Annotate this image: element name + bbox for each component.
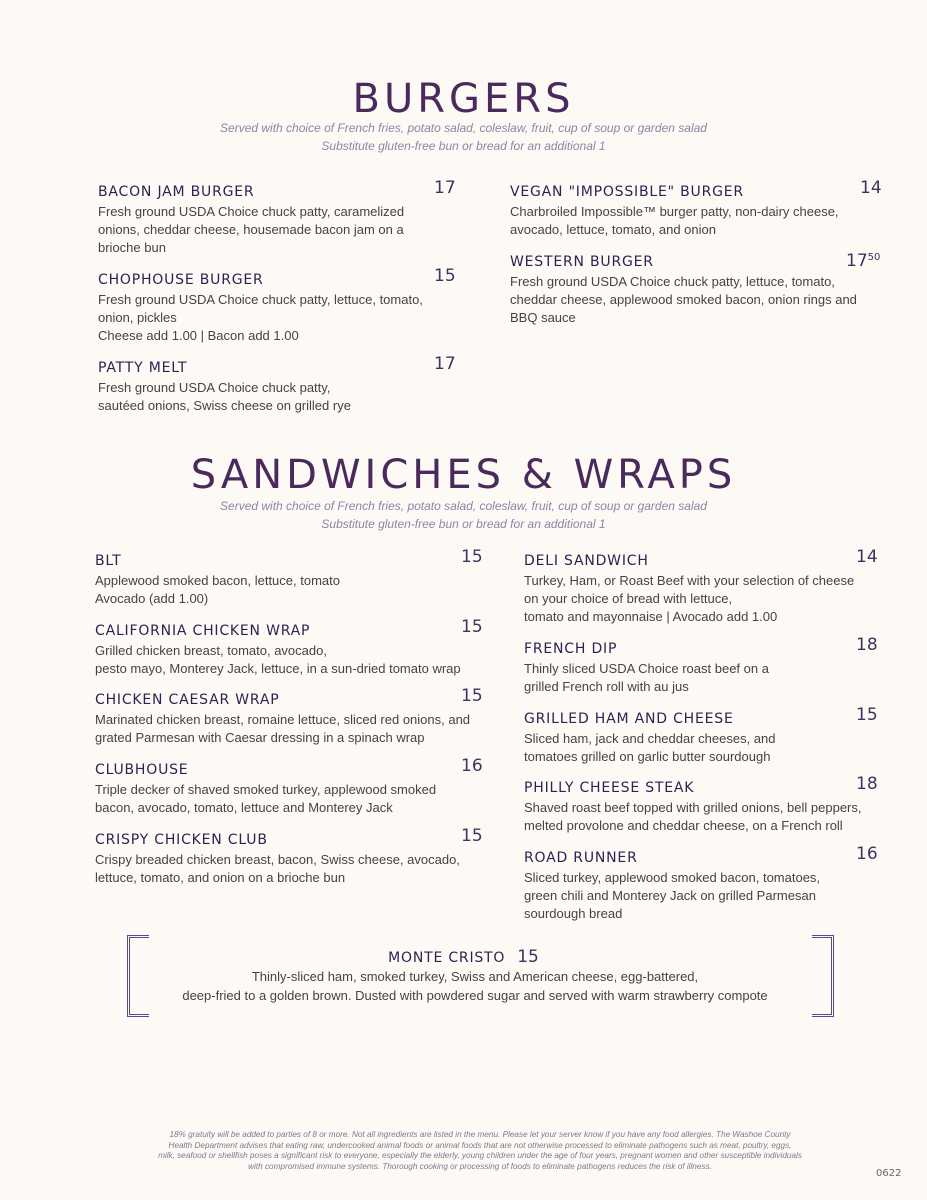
item-description: Shaved roast beef topped with grilled onions, bell peppers, melted provolone and cheddar cheese, on a French roll <box>524 800 862 833</box>
sandwiches-subtitle-line1: Served with choice of French fries, potato salad, coleslaw, fruit, cup of soup or garden salad <box>220 499 707 513</box>
item-price: 15 <box>434 266 456 286</box>
menu-item-crispy-chicken-club <box>95 826 495 887</box>
item-price: 18 <box>856 635 878 655</box>
item-description: Triple decker of shaved smoked turkey, applewood smoked bacon, avocado, tomato, lettuce and Monterey Jack <box>95 782 437 815</box>
item-description: Applewood smoked bacon, lettuce, tomato Avocado (add 1.00) <box>95 573 340 606</box>
item-price: 14 <box>860 178 882 198</box>
feature-heading <box>0 947 927 967</box>
burgers-title: BURGERS <box>352 76 575 122</box>
item-description: Crispy breaded chicken breast, bacon, Swiss cheese, avocado, lettuce, tomato, and onion on a brioche bun <box>95 852 460 885</box>
item-name: ROAD RUNNER <box>524 850 638 866</box>
item-price: 15 <box>461 686 483 706</box>
item-price: 18 <box>856 774 878 794</box>
item-name: CRISPY CHICKEN CLUB <box>95 832 268 848</box>
item-name: CHICKEN CAESAR WRAP <box>95 692 280 708</box>
item-description: Fresh ground USDA Choice chuck patty, lettuce, tomato, onion, pickles Cheese add 1.00 | Bacon add 1.00 <box>98 292 423 343</box>
item-description: Turkey, Ham, or Roast Beef with your selection of cheese on your choice of bread with lettuce, tomato and mayonnaise | Avocado add 1.00 <box>524 573 855 624</box>
feature-price: 15 <box>517 947 539 967</box>
menu-item-philly-cheese-steak <box>524 774 884 835</box>
menu-item-patty-melt <box>98 354 458 415</box>
item-description: Thinly sliced USDA Choice roast beef on a grilled French roll with au jus <box>524 661 769 694</box>
item-price: 15 <box>461 826 483 846</box>
feature-description: Thinly-sliced ham, smoked turkey, Swiss and American cheese, egg-battered, deep-fried to a golden brown. Dusted with powdered sugar and served with warm strawberry compote <box>182 969 768 1003</box>
item-price: 15 <box>461 547 483 567</box>
item-price: $17^{50}$ <box>846 251 881 271</box>
footer-disclaimer: 18% gratuity will be added to parties of 8 or more. Not all ingredients are listed in the menu. Please let your server know if you have any food allergies. The Washoe County Health Department advises that eating raw, undercooked animal foods or animal foods that are not otherwise processed to eliminate pathogens such as meat, poultry, eggs, milk, seafood or shellfish poses a significant risk to everyone, especially the elderly, young children under the age of four years, pregnant women and other susceptible individuals with compromised immune systems. Thorough cooking or processing of foods to eliminate pathogens reduces the risk of illness. <box>158 1130 802 1171</box>
burgers-subtitle-line1: Served with choice of French fries, potato salad, coleslaw, fruit, cup of soup or garden salad <box>220 121 707 135</box>
feature-name: MONTE CRISTO <box>388 950 506 966</box>
item-description: Fresh ground USDA Choice chuck patty, lettuce, tomato, cheddar cheese, applewood smoked bacon, onion rings and BBQ sauce <box>510 274 857 325</box>
item-description: Fresh ground USDA Choice chuck patty, sautéed onions, Swiss cheese on grilled rye <box>98 380 351 413</box>
item-description: Grilled chicken breast, tomato, avocado, pesto mayo, Monterey Jack, lettuce, in a sun-dried tomato wrap <box>95 643 461 676</box>
item-name: GRILLED HAM AND CHEESE <box>524 711 734 727</box>
menu-item-deli-sandwich <box>524 547 884 626</box>
sandwiches-subtitle-line2: Substitute gluten-free bun or bread for an additional 1 <box>321 517 606 531</box>
item-name: CALIFORNIA CHICKEN WRAP <box>95 623 311 639</box>
item-name: BACON JAM BURGER <box>98 184 255 200</box>
sandwiches-title: SANDWICHES & WRAPS <box>190 452 737 498</box>
item-description: Sliced turkey, applewood smoked bacon, tomatoes, green chili and Monterey Jack on grilled Parmesan sourdough bread <box>524 870 821 921</box>
menu-item-chicken-caesar-wrap <box>95 686 495 747</box>
menu-item-chophouse-burger <box>98 266 458 345</box>
item-name: WESTERN BURGER <box>510 254 654 270</box>
item-price: 15 <box>461 617 483 637</box>
item-name: PATTY MELT <box>98 360 188 376</box>
menu-item-blt <box>95 547 495 608</box>
menu-item-french-dip <box>524 635 884 696</box>
item-description: Charbroiled Impossible™ burger patty, non-dairy cheese, avocado, lettuce, tomato, and onion <box>510 204 839 237</box>
menu-item-grilled-ham-and-cheese <box>524 705 884 766</box>
item-price: 15 <box>856 705 878 725</box>
menu-item-road-runner <box>524 844 884 923</box>
item-name: PHILLY CHEESE STEAK <box>524 780 695 796</box>
menu-item-western-burger <box>510 251 880 327</box>
item-price: 16 <box>461 756 483 776</box>
menu-item-california-chicken-wrap <box>95 617 495 678</box>
item-name: CLUBHOUSE <box>95 762 189 778</box>
menu-item-clubhouse <box>95 756 495 817</box>
item-name: CHOPHOUSE BURGER <box>98 272 264 288</box>
menu-item-vegan-impossible-burger <box>510 178 882 239</box>
menu-code: 0622 <box>876 1168 902 1179</box>
item-name: BLT <box>95 553 122 569</box>
item-price: 14 <box>856 547 878 567</box>
item-name: DELI SANDWICH <box>524 553 649 569</box>
item-description: Sliced ham, jack and cheddar cheeses, and tomatoes grilled on garlic butter sourdough <box>524 731 776 764</box>
item-price: 17 <box>434 354 456 374</box>
item-price: 17 <box>434 178 456 198</box>
item-name: FRENCH DIP <box>524 641 618 657</box>
item-name: VEGAN "IMPOSSIBLE" BURGER <box>510 184 744 200</box>
item-description: Fresh ground USDA Choice chuck patty, caramelized onions, cheddar cheese, housemade bacon jam on a brioche bun <box>98 204 405 255</box>
item-description: Marinated chicken breast, romaine lettuce, sliced red onions, and grated Parmesan with Caesar dressing in a spinach wrap <box>95 712 471 745</box>
item-price: 16 <box>856 844 878 864</box>
burgers-subtitle-line2: Substitute gluten-free bun or bread for an additional 1 <box>321 139 606 153</box>
menu-item-bacon-jam-burger <box>98 178 458 257</box>
